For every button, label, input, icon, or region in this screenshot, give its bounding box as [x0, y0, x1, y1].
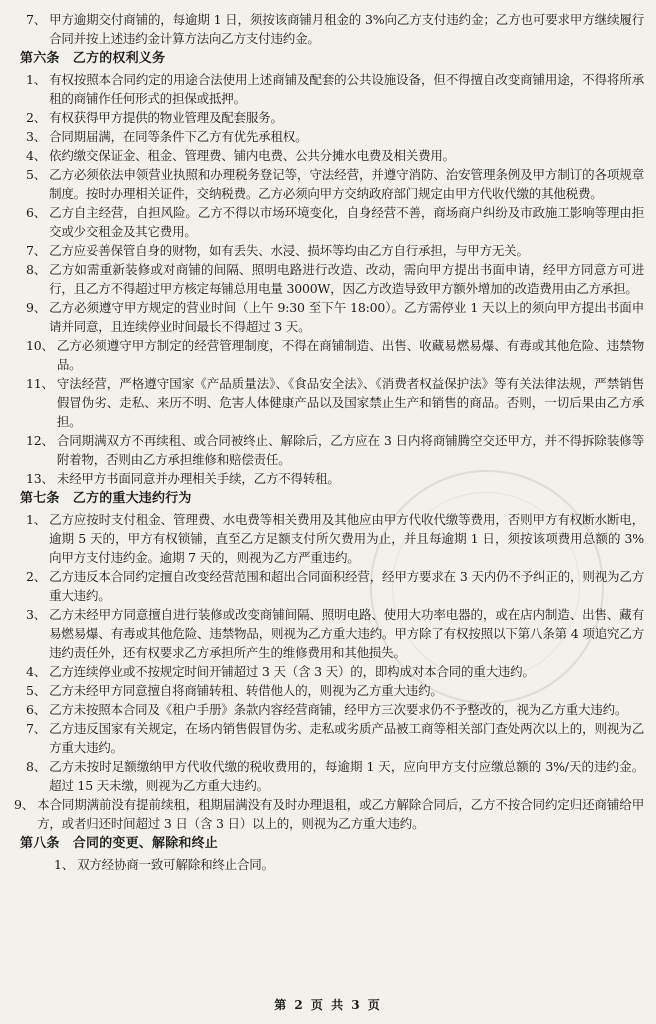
clause-item: [26, 165, 644, 203]
clause-number: 8、: [26, 262, 47, 277]
clause-text: 乙方应妥善保管自身的财物，如有丢失、水浸、损坏等均由乙方自行承担，与甲方无关。: [49, 243, 529, 258]
clause-number: 13、: [26, 471, 54, 486]
page-number: 第 2 页 共 3 页: [274, 998, 382, 1012]
clause-number: 1、: [26, 512, 47, 527]
clause-number: 2、: [26, 110, 47, 125]
clause-text: 本合同期满前没有提前续租，租期届满没有及时办理退租，或乙方解除合同后，乙方不按合同约定归还商铺给甲方，或者归还时间超过 3 日（含 3 日）以上的，则视为乙方重大违约。: [37, 797, 644, 831]
clause-text: 合同期届满，在同等条件下乙方有优先承租权。: [49, 129, 308, 144]
clause-number: 7、: [26, 12, 47, 27]
clause-text: 守法经营，严格遵守国家《产品质量法》、《食品安全法》、《消费者权益保护法》等有关法律法规，严禁销售假冒伪劣、走私、来历不明、危害人体健康产品以及国家禁止生产和销售的商品。否则，一切后果由乙方承担。: [56, 376, 644, 429]
clause-number: 5、: [26, 167, 47, 182]
intro-clauses: [14, 10, 644, 48]
article8-heading: 第八条 合同的变更、解除和终止: [20, 836, 219, 851]
clause-item: [14, 795, 644, 833]
clause-item: [26, 431, 644, 469]
clause-item: [26, 510, 644, 567]
clause-number: 7、: [26, 721, 47, 736]
clause-text: 乙方必须遵守甲方规定的营业时间（上午 9:30 至下午 18:00）。乙方需停业 1 天以上的须向甲方提出书面申请并同意，且连续停业时间最长不得超过 3 天。: [49, 300, 644, 334]
clause-item: [26, 241, 644, 260]
clause-item: [26, 605, 644, 662]
clause-item: [26, 146, 644, 165]
clause-item: [26, 469, 644, 488]
clause-item: [26, 336, 644, 374]
clause-number: 6、: [26, 205, 47, 220]
clause-text: 乙方如需重新装修或对商铺的间隔、照明电路进行改造、改动，需向甲方提出书面申请，经甲方同意方可进行，且乙方不得超过甲方核定每铺总用电量 3000W，因乙方改造导致甲方额外增加的改造费用由乙方承担。: [49, 262, 644, 296]
clause-number: 9、: [14, 797, 35, 812]
clause-item: [26, 681, 644, 700]
clause-text: 乙方违反国家有关规定，在场内销售假冒伪劣、走私或劣质产品被工商等相关部门查处两次以上的，则视为乙方重大违约。: [49, 721, 644, 755]
clause-text: 乙方违反本合同约定擅自改变经营范围和超出合同面积经营，经甲方要求在 3 天内仍不予纠正的，则视为乙方重大违约。: [49, 569, 644, 603]
clause-item: [26, 108, 644, 127]
clause-text: 乙方必须遵守甲方制定的经营管理制度，不得在商铺制造、出售、收藏易燃易爆、有毒或其他危险、违禁物品。: [56, 338, 644, 372]
clause-item: [26, 127, 644, 146]
clause-text: 有权获得甲方提供的物业管理及配套服务。: [49, 110, 283, 125]
article7-extra-clauses: [14, 795, 644, 833]
clause-text: 未经甲方书面同意并办理相关手续，乙方不得转租。: [56, 471, 340, 486]
clause-item: [26, 662, 644, 681]
clause-number: 11、: [26, 376, 54, 391]
clause-item: [26, 719, 644, 757]
clause-text: 乙方未按照本合同及《租户手册》条款内容经营商铺，经甲方三次要求仍不予整改的，视为乙方重大违约。: [49, 702, 628, 717]
article6-clauses: [14, 70, 644, 488]
document-body: [14, 10, 644, 874]
clause-number: 1、: [54, 857, 75, 872]
clause-number: 7、: [26, 243, 47, 258]
clause-text: 乙方应按时支付租金、管理费、水电费等相关费用及其他应由甲方代收代缴等费用，否则甲方有权断水断电，逾期 5 天的，甲方有权锁铺，直至乙方足额支付所欠费用为止，并且每逾期 1 日，须按该项费用总额的 3%向甲方支付违约金。逾期 7 天的，则视为乙方严重违约。: [49, 512, 644, 565]
article7-heading: 第七条 乙方的重大违约行为: [20, 491, 192, 506]
clause-text: 乙方自主经营，自担风险。乙方不得以市场环境变化，自身经营不善，商场商户纠纷及市政施工影响等理由拒交或少交租金及其它费用。: [49, 205, 644, 239]
clause-text: 乙方未经甲方同意擅自将商铺转租、转借他人的，则视为乙方重大违约。: [49, 683, 443, 698]
clause-item: [26, 10, 644, 48]
clause-number: 4、: [26, 664, 47, 679]
clause-text: 双方经协商一致可解除和终止合同。: [77, 857, 274, 872]
clause-number: 1、: [26, 72, 47, 87]
article8-clauses: [14, 855, 644, 874]
clause-item: [26, 757, 644, 795]
clause-number: 6、: [26, 702, 47, 717]
clause-item: [26, 260, 644, 298]
clause-text: 依约缴交保证金、租金、管理费、铺内电费、公共分摊水电费及相关费用。: [49, 148, 455, 163]
clause-item: [26, 700, 644, 719]
clause-item: [26, 70, 644, 108]
clause-number: 5、: [26, 683, 47, 698]
article7-clauses: [14, 510, 644, 795]
clause-number: 10、: [26, 338, 54, 353]
clause-number: 12、: [26, 433, 54, 448]
clause-item: [26, 374, 644, 431]
clause-text: 乙方未按时足额缴纳甲方代收代缴的税收费用的，每逾期 1 天，应向甲方支付应缴总额的 3%/天的违约金。超过 15 天未缴，则视为乙方重大违约。: [49, 759, 644, 793]
clause-text: 合同期满双方不再续租、或合同被终止、解除后，乙方应在 3 日内将商铺腾空交还甲方，并不得拆除装修等附着物，否则由乙方承担维修和赔偿责任。: [56, 433, 644, 467]
clause-text: 乙方连续停业或不按规定时间开铺超过 3 天（含 3 天）的，即构成对本合同的重大违约。: [49, 664, 535, 679]
clause-number: 4、: [26, 148, 47, 163]
clause-item: [26, 203, 644, 241]
clause-number: 8、: [26, 759, 47, 774]
clause-item: [26, 298, 644, 336]
clause-item: [54, 855, 644, 874]
clause-number: 3、: [26, 607, 47, 622]
clause-number: 9、: [26, 300, 47, 315]
clause-text: 乙方必须依法申领营业执照和办理税务登记等，守法经营，并遵守消防、治安管理条例及甲方制订的各项规章制度。按时办理相关证件，交纳税费。乙方必须向甲方交纳政府部门规定由甲方代收代缴的其他税费。: [49, 167, 644, 201]
clause-number: 3、: [26, 129, 47, 144]
clause-text: 甲方逾期交付商铺的，每逾期 1 日，须按该商铺月租金的 3%向乙方支付违约金；乙方也可要求甲方继续履行合同并按上述违约金计算方法向乙方支付违约金。: [49, 12, 644, 46]
clause-item: [26, 567, 644, 605]
clause-text: 有权按照本合同约定的用途合法使用上述商铺及配套的公共设施设备，但不得擅自改变商铺用途，不得将所承租的商铺作任何形式的担保或抵押。: [49, 72, 644, 106]
clause-number: 2、: [26, 569, 47, 584]
clause-text: 乙方未经甲方同意擅自进行装修或改变商铺间隔、照明电路、使用大功率电器的，或在店内制造、出售、藏有易燃易爆、有毒或其他危险、违禁物品，则视为乙方重大违约。甲方除了有权按照以下第八条第 4 项追究乙方违约责任外，还有权要求乙方承担所产生的维修费用和其他损失。: [49, 607, 644, 660]
article6-heading: 第六条 乙方的权利义务: [20, 51, 166, 66]
